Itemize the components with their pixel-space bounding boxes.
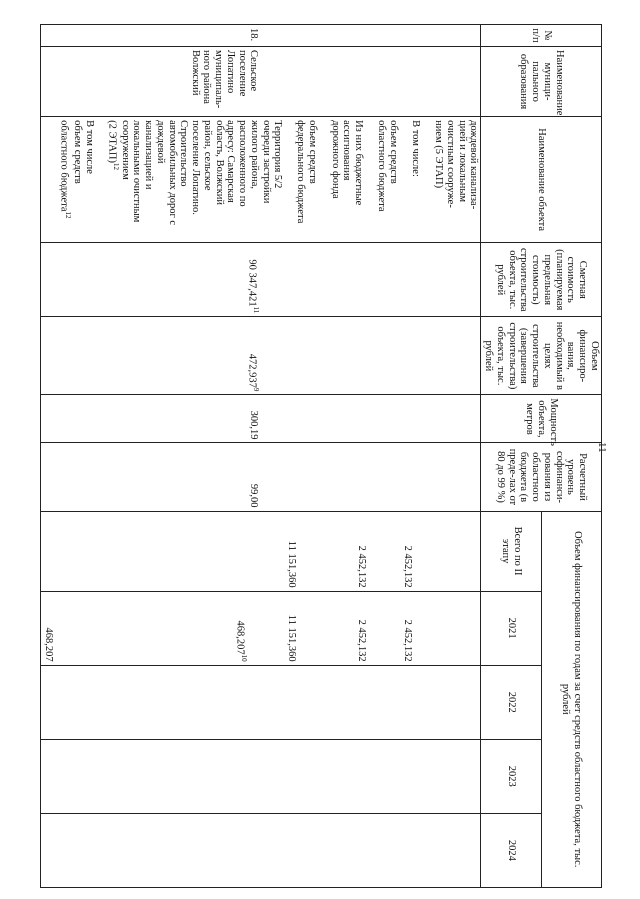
header-financing: Объем финансиро-вания, необходимый в целях строительства (завершения строительства) объекта, тыс. рублей — [481, 317, 602, 395]
row-total: 2 452,132 2 452,132 11 151,360 — [41, 511, 481, 591]
row-2021: 2 452,132 2 452,132 11 151,360 468,207$^{10}$ 468,207 — [41, 591, 481, 665]
header-2023: 2023 — [481, 739, 541, 813]
header-index: № п/п — [481, 25, 602, 47]
header-municipality: Наименование муници-пального образования — [481, 47, 602, 117]
row-index: 18. — [41, 25, 481, 47]
row-2024 — [41, 813, 481, 887]
financing-table — [40, 24, 602, 888]
table-row — [41, 25, 481, 888]
header-object: Наименование объекта — [481, 117, 602, 243]
row-level: 99,00 — [41, 443, 481, 511]
header-2024: 2024 — [481, 813, 541, 887]
row-cost: 90 347,421$^{11}$ — [41, 243, 481, 317]
row-municipality: Сельское поселение Лопатино муниципаль- ного района Волжский — [41, 47, 481, 117]
row-financing: 472,937$^9$ — [41, 317, 481, 395]
header-level: Расчетный уровень софинанси-рования из областного бюджета (в преде-лах от 80 до 99 %) — [481, 443, 602, 511]
page-number: 11 — [596, 442, 608, 453]
row-power: 300,19 — [41, 395, 481, 443]
header-2022: 2022 — [481, 665, 541, 739]
row-object: дождевой канализа- цией и локальным очистным сооруже- нием (5 ЭТАП) В том числе: объем средств областного бюджета Из них бюджетные ассигнования дорожного фонда объем средств федерального бюджета Территория 5/2 очереди застройки жилого района, расположенного по адресу: Самарская область, Волжский район, сельское поселение Лопатино. Строительство автомобильных дорог с дождевой канализацией и локальными очистным сооружением (2 ЭТАП)$^{12}$ В том числе объем средств областного бюджета$^{12}$ — [41, 117, 481, 243]
header-total: Всего по II этапу — [481, 511, 541, 591]
row-2023 — [41, 739, 481, 813]
header-cost: Сметная стоимость (планируемая предельная стоимость) строительства объекта, тыс. рублей — [481, 243, 602, 317]
header-power: Мощность объекта, метров — [481, 395, 602, 443]
row-2022 — [41, 665, 481, 739]
header-budget-group: Объем финансирования по годам за счет средств областного бюджета, тыс. рублей — [541, 511, 601, 888]
header-2021: 2021 — [481, 591, 541, 665]
